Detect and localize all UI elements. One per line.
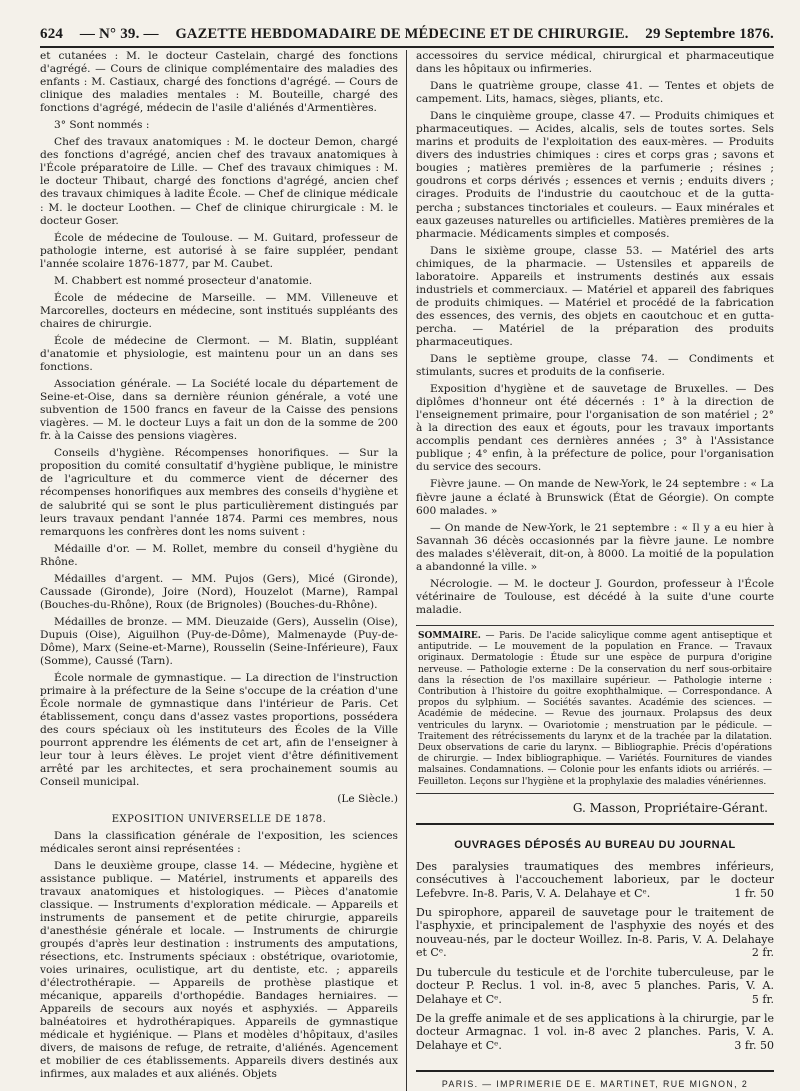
- source-signature: (Le Siècle.): [337, 793, 398, 806]
- paragraph: Association générale. — La Société locale du département de Seine-et-Oise, dans sa dernière réunion générale, a voté une subvention de 1500 francs en faveur de la Caisse des pensions viagères. — M. le docteur Luys a fait un don de la somme de 200 fr. à la Caisse des pensions viagères.: [40, 378, 398, 443]
- right-column: [407, 50, 774, 1091]
- paragraph: accessoires du service médical, chirurgical et pharmaceutique dans les hôpitaux ou infirmeries.: [416, 50, 774, 76]
- summary-text: — Paris. De l'acide salicylique comme agent antiseptique et antiputride. — Le mouvement de la population en France. — Travaux originaux. Dermatologie : Étude sur une espèce de purpura d'origine nerveuse. — Pathologie externe : De la conservation du nerf sous-orbitaire dans la résection de l'os maxillaire supérieur. — Pathologie interne : Contribution à l'histoire du goitre exophthalmique. — Correspondance. A propos du sylphium. — Sociétés savantes. Académie des sciences. — Académie de médecine. — Revue des journaux. Prolapsus des deux ventricules du larynx. — Ovariotomie ; menstruation par le pédicule. — Traitement des rétrécissements du larynx et de la trachée par la dilatation. Deux observations de carie du larynx. — Bibliographie. Précis d'opérations de chirurgie. — Index bibliographique. — Variétés. Fournitures de viandes malsaines. Condamnations. — Colonie pour les enfants idiots ou arriérés. — Feuilleton. Leçons sur l'hygiène et la prophylaxie des maladies vénériennes.: [418, 630, 772, 787]
- work-text: Du spirophore, appareil de sauvetage pour le traitement de l'asphyxie, et principalement de l'asphyxie des noyés et des nouveau-nés, par le docteur Woillez. In-8. Paris, V. A. Delahaye et Cᵉ.: [416, 906, 774, 960]
- summary-label: SOMMAIRE.: [418, 630, 481, 641]
- paragraph: Exposition d'hygiène et de sauvetage de Bruxelles. — Des diplômes d'honneur ont été décernés : 1° à la direction de l'enseignement primaire, pour l'organisation de son matériel ; 2° à la direction des eaux et égouts, pour les travaux importants accomplis pendant ces dernières années ; 3° à l'Assistance publique ; 4° enfin, à la préfecture de police, pour l'organisation du service des secours.: [416, 383, 774, 474]
- work-price: 2 fr.: [751, 946, 774, 960]
- printer-imprint: PARIS. — IMPRIMERIE DE E. MARTINET, RUE MIGNON, 2: [416, 1070, 774, 1091]
- paragraph: Dans la classification générale de l'exposition, les sciences médicales seront ainsi représentées :: [40, 829, 398, 855]
- work-price: 5 fr.: [751, 992, 774, 1006]
- work-price: 3 fr. 50: [734, 1038, 774, 1052]
- paragraph: 3° Sont nommés :: [54, 119, 150, 132]
- paragraph: — On mande de New-York, le 21 septembre : « Il y a eu hier à Savannah 36 décès occasionnés par la fièvre jaune. Le nombre des malades s'élèverait, dit-on, à 8000. La moitié de la population a abandonné la ville. »: [416, 521, 774, 573]
- paragraph: École de médecine de Clermont. — M. Blatin, suppléant d'anatomie et physiologie, est maintenu pour un an dans ses fonctions.: [40, 334, 398, 374]
- paragraph: Dans le sixième groupe, classe 53. — Matériel des arts chimiques, de la pharmacie. — Ustensiles et appareils de laboratoire. Appareils et instruments destinés aux essais industriels et commerciaux. — Matériel et appareil des fabriques de produits chimiques. — Matériel et procédé de la fabrication des essences, des vernis, des objets en caoutchouc et en gutta-percha. — Matériel de la préparation des produits pharmaceutiques.: [416, 244, 774, 348]
- page-header: [40, 26, 774, 48]
- section-title: EXPOSITION UNIVERSELLE DE 1878.: [111, 813, 327, 825]
- issue-number: — N° 39. —: [79, 26, 159, 42]
- paragraph: Nécrologie. — M. le docteur J. Gourdon, professeur à l'École vétérinaire de Toulouse, est décédé à la suite d'une courte maladie.: [416, 577, 774, 616]
- work-text: De la greffe animale et de ses applications à la chirurgie, par le docteur Armagnac. 1 vol. in-8 avec 2 planches. Paris, V. A. Delahaye et Cᵉ.: [416, 1011, 774, 1052]
- paragraph: Dans le quatrième groupe, classe 41. — Tentes et objets de campement. Lits, hamacs, sièges, pliants, etc.: [416, 80, 774, 106]
- left-column: [40, 50, 407, 1091]
- works-title: OUVRAGES DÉPOSÉS AU BUREAU DU JOURNAL: [454, 838, 736, 851]
- issue-date: 29 Septembre 1876.: [645, 26, 774, 42]
- journal-title: GAZETTE HEBDOMADAIRE DE MÉDECINE ET DE CHIRURGIE.: [175, 26, 629, 42]
- paragraph: M. Chabbert est nommé prosecteur d'anatomie.: [54, 274, 313, 287]
- page-number: 624: [40, 26, 64, 42]
- paragraph: École de médecine de Marseille. — MM. Villeneuve et Marcorelles, docteurs en médecine, sont institués suppléants des chaires de chirurgie.: [40, 291, 398, 330]
- paragraph: et cutanées : M. le docteur Castelain, chargé des fonctions d'agrégé. — Cours de clinique complémentaire des maladies des enfants : M. Castiaux, chargé des fonctions d'agrégé. — Cours de clinique des maladies mentales : M. Bouteille, chargé des fonctions d'agrégé, médecin de l'asile d'aliénés d'Armentières.: [40, 50, 398, 115]
- work-text: Du tubercule du testicule et de l'orchite tuberculeuse, par le docteur P. Reclus. 1 vol. in-8, avec 5 planches. Paris, V. A. Delahaye et Cᵉ.: [416, 965, 774, 1006]
- paragraph: Chef des travaux anatomiques : M. le docteur Demon, chargé des fonctions d'agrégé, ancien chef des travaux anatomiques à l'École préparatoire de Lille. — Chef des travaux chimiques : M. le docteur Thibaut, chargé des fonctions d'agrégé, ancien chef des travaux chimiques à ladite École. — Chef de clinique médicale : M. le docteur Loothen. — Chef de clinique chirurgicale : M. le docteur Goser.: [40, 136, 398, 227]
- paragraph: Dans le septième groupe, classe 74. — Condiments et stimulants, sucres et produits de la confiserie.: [416, 353, 774, 379]
- columns: [40, 50, 774, 1091]
- work-text: Des paralysies traumatiques des membres inférieurs, consécutives à l'accouchement laborieux, par le docteur Lefebvre. In-8. Paris, V. A. Delahaye et Cᵉ.: [416, 859, 774, 900]
- paragraph: Conseils d'hygiène. Récompenses honorifiques. — Sur la proposition du comité consultatif d'hygiène publique, le ministre de l'agriculture et du commerce vient de décerner des récompenses honorifiques aux membres des conseils d'hygiène et de salubrité qui se sont le plus particulièrement distingués par leurs travaux pendant l'année 1874. Parmi ces membres, nous remarquons les confrères dont les noms suivent :: [40, 447, 398, 538]
- list-item: [416, 1012, 774, 1052]
- list-item: [416, 860, 774, 900]
- work-price: 1 fr. 50: [734, 886, 774, 900]
- gerant-signature: G. Masson, Propriétaire-Gérant.: [416, 794, 774, 825]
- list-item: [416, 906, 774, 960]
- paragraph: Médaille d'or. — M. Rollet, membre du conseil d'hygiène du Rhône.: [40, 542, 398, 568]
- paragraph: Fièvre jaune. — On mande de New-York, le 24 septembre : « La fièvre jaune a éclaté à Brunswick (État de Géorgie). On compte 600 malades. »: [416, 478, 774, 517]
- summary-box: [416, 625, 774, 794]
- list-item: [416, 966, 774, 1006]
- paragraph: École de médecine de Toulouse. — M. Guitard, professeur de pathologie interne, est autorisé à se faire suppléer, pendant l'année scolaire 1876-1877, par M. Caubet.: [40, 231, 398, 270]
- paragraph: Dans le cinquième groupe, classe 47. — Produits chimiques et pharmaceutiques. — Acides, alcalis, sels de toutes sortes. Sels marins et produits de l'exploitation des eaux-mères. — Produits divers des industries chimiques : cires et corps gras ; savons et bougies ; matières premières de la parfumerie ; résines ; goudrons et corps dérivés ; essences et vernis ; enduits divers ; cirages. Produits de l'industrie du caoutchouc et de la gutta-percha ; substances tinctoriales et couleurs. — Eaux minérales et eaux gazeuses naturelles ou artificielles. Matières premières de la pharmacie. Médicaments simples et composés.: [416, 110, 774, 240]
- paragraph: Dans le deuxième groupe, classe 14. — Médecine, hygiène et assistance publique. — Matériel, instruments et appareils des travaux anatomiques et histologiques. — Pièces d'anatomie classique. — Instruments d'exploration médicale. — Appareils et instruments de pansement et de petite chirurgie, appareils d'anesthésie générale et locale. — Instruments de chirurgie groupés d'après leur destination : instruments des amputations, résections, etc. Instruments spéciaux : obstétrique, ovariotomie, voies urinaires, oculistique, art du dentiste, etc. ; appareils d'électrothérapie. — Appareils de prothèse plastique et mécanique, appareils d'orthopédie. Bandages herniaires. — Appareils de secours aux noyés et asphyxiés. — Appareils balnéatoires et hydrothérapiques. Appareils de gymnastique médicale et hygiénique. — Plans et modèles d'hôpitaux, d'asiles divers, de maisons de refuge, de retraite, d'aliénés. Agencement et mobilier de ces établissements. Appareils divers destinés aux infirmes, aux malades et aux aliénés. Objets: [40, 859, 398, 1081]
- paragraph: École normale de gymnastique. — La direction de l'instruction primaire à la préfecture de la Seine s'occupe de la création d'une École normale de gymnastique dans l'intérieur de Paris. Cet établissement, conçu dans d'assez vastes proportions, possédera des cours spéciaux où les instituteurs des Écoles de la Ville pourront apprendre les éléments de cet art, afin de l'enseigner à leur tour à leurs élèves. Le projet vient d'être définitivement arrêté par les architectes, et sera prochainement soumis au Conseil municipal.: [40, 672, 398, 789]
- paragraph: Médailles de bronze. — MM. Dieuzaide (Gers), Ausselin (Oise), Dupuis (Oise), Aiguilhon (Puy-de-Dôme), Malmenayde (Puy-de-Dôme), Marx (Seine-et-Marne), Rousselin (Seine-Inférieure), Faux (Somme), Caussé (Tarn).: [40, 615, 398, 668]
- paragraph: Médailles d'argent. — MM. Pujos (Gers), Micé (Gironde), Caussade (Gironde), Joire (Nord), Houzelot (Marne), Rampal (Bouches-du-Rhône), Roux (de Brignoles) (Bouches-du-Rhône).: [40, 572, 398, 611]
